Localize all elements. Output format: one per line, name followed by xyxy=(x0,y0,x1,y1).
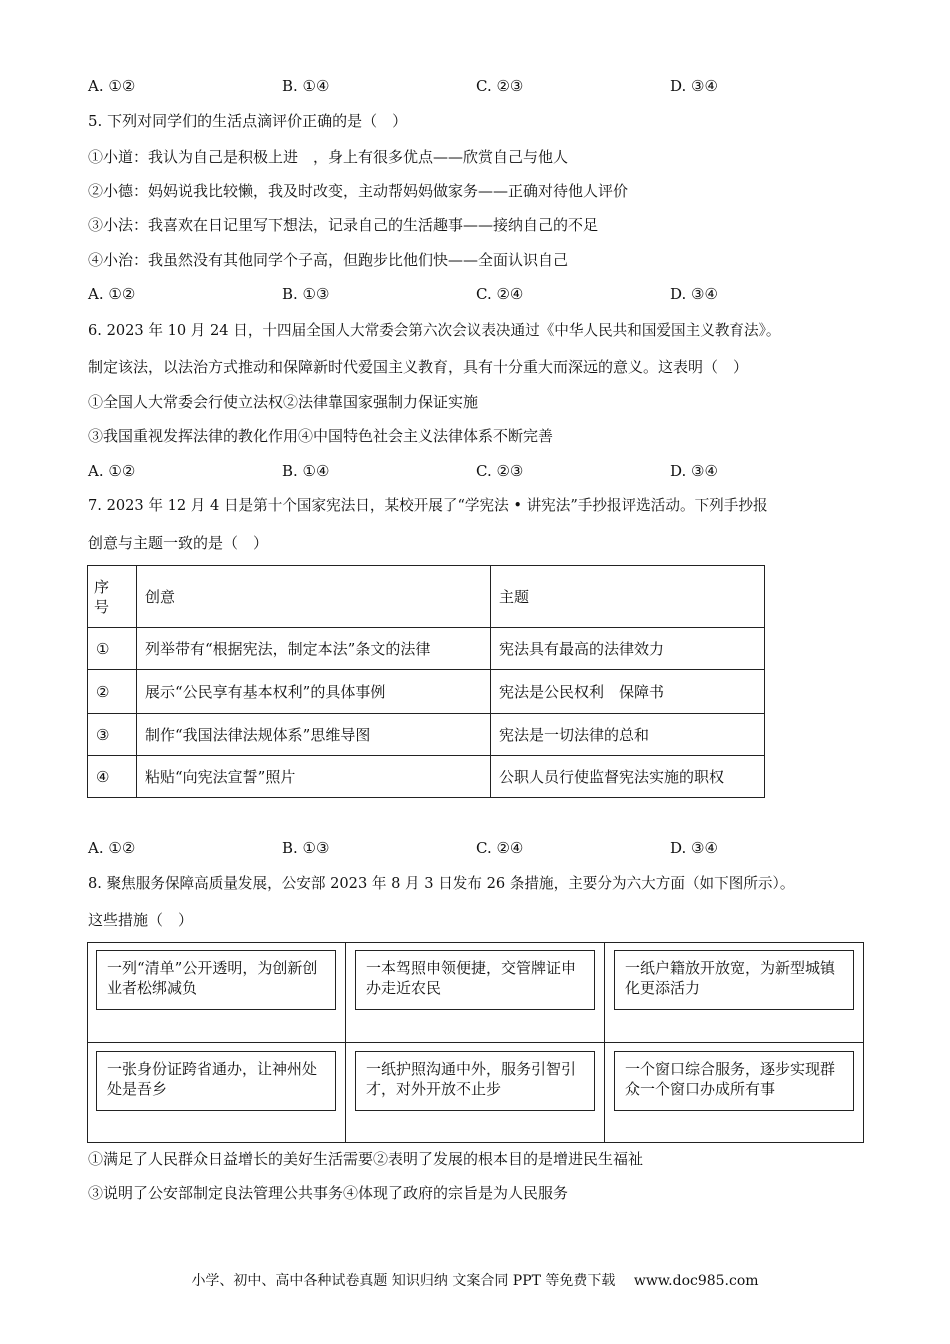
option-b[interactable]: B. ①④ xyxy=(282,462,330,480)
option-b[interactable]: B. ①③ xyxy=(282,839,330,857)
q5-item-2: ②小德：妈妈说我比较懒，我及时改变，主动帮妈妈做家务——正确对待他人评价 xyxy=(88,182,629,200)
row-index: ④ xyxy=(88,756,137,798)
q8-stem-line2: 这些措施（ ） xyxy=(88,911,194,929)
grid-divider xyxy=(88,1042,863,1043)
q5-options xyxy=(88,284,888,304)
option-b[interactable]: B. ①④ xyxy=(282,77,330,95)
q7-options xyxy=(88,838,888,858)
table-header-row xyxy=(88,566,765,628)
row-idea: 制作“我国法律法规体系”思维导图 xyxy=(137,714,491,756)
option-d[interactable]: D. ③④ xyxy=(670,77,718,95)
page-footer: 小学、初中、高中各种试卷真题 知识归纳 文案合同 PPT 等免费下载 www.doc985.com xyxy=(191,1273,759,1289)
option-b[interactable]: B. ①③ xyxy=(282,285,330,303)
q6-stem-line1: 6. 2023 年 10 月 24 日，十四届全国人大常委会第六次会议表决通过《中华人民共和国爱国主义教育法》。 xyxy=(88,322,781,339)
header-idea: 创意 xyxy=(137,566,491,628)
option-d[interactable]: D. ③④ xyxy=(670,285,718,303)
option-a[interactable]: A. ①② xyxy=(88,839,136,857)
q8-item-2: ③说明了公安部制定良法管理公共事务④体现了政府的宗旨是为人民服务 xyxy=(88,1184,569,1202)
measure-box: 一列“清单”公开透明，为创新创业者松绑减负 xyxy=(96,950,336,1010)
q7-stem-line1: 7. 2023 年 12 月 4 日是第十个国家宪法日，某校开展了“学宪法 • 讲宪法”手抄报评选活动。下列手抄报 xyxy=(88,497,768,514)
q8-measures-diagram xyxy=(87,942,864,1143)
row-theme: 宪法具有最高的法律效力 xyxy=(491,628,765,670)
header-index: 序号 xyxy=(88,566,137,628)
row-index: ② xyxy=(88,670,137,714)
measure-box: 一本驾照申领便捷，交管牌证申办走近农民 xyxy=(355,950,595,1010)
q7-stem-line2: 创意与主题一致的是（ ） xyxy=(88,534,269,552)
option-c[interactable]: C. ②③ xyxy=(476,77,524,95)
option-d[interactable]: D. ③④ xyxy=(670,462,718,480)
row-idea: 列举带有“根据宪法，制定本法”条文的法律 xyxy=(137,628,491,670)
q5-item-1: ①小道：我认为自己是积极上进 ，身上有很多优点——欣赏自己与他人 xyxy=(88,148,569,166)
row-theme: 宪法是公民权利 保障书 xyxy=(491,670,765,714)
q6-item-1: ①全国人大常委会行使立法权②法律靠国家强制力保证实施 xyxy=(88,393,479,411)
measure-box: 一个窗口综合服务，逐步实现群众一个窗口办成所有事 xyxy=(614,1051,854,1111)
measure-box: 一纸护照沟通中外，服务引智引才，对外开放不止步 xyxy=(355,1051,595,1111)
row-index: ① xyxy=(88,628,137,670)
option-a[interactable]: A. ①② xyxy=(88,77,136,95)
option-a[interactable]: A. ①② xyxy=(88,285,136,303)
measure-box: 一张身份证跨省通办，让神州处处是吾乡 xyxy=(96,1051,336,1111)
q6-options xyxy=(88,461,888,481)
option-a[interactable]: A. ①② xyxy=(88,462,136,480)
measure-box: 一纸户籍放开放宽，为新型城镇化更添活力 xyxy=(614,950,854,1010)
q6-item-2: ③我国重视发挥法律的教化作用④中国特色社会主义法律体系不断完善 xyxy=(88,427,554,445)
q5-stem: 5. 下列对同学们的生活点滴评价正确的是（ ） xyxy=(88,112,408,130)
q7-table xyxy=(87,565,765,798)
q8-stem-line1: 8. 聚焦服务保障高质量发展，公安部 2023 年 8 月 3 日发布 26 条措施，主要分为六大方面（如下图所示）。 xyxy=(88,875,795,892)
option-c[interactable]: C. ②④ xyxy=(476,285,524,303)
row-theme: 公职人员行使监督宪法实施的职权 xyxy=(491,756,765,798)
q4-options xyxy=(88,76,888,96)
q8-item-1: ①满足了人民群众日益增长的美好生活需要②表明了发展的根本目的是增进民生福祉 xyxy=(88,1150,644,1168)
q6-stem-line2: 制定该法，以法治方式推动和保障新时代爱国主义教育，具有十分重大而深远的意义。这表明（ ） xyxy=(88,358,749,376)
option-c[interactable]: C. ②④ xyxy=(476,839,524,857)
table-row xyxy=(88,670,765,714)
row-theme: 宪法是一切法律的总和 xyxy=(491,714,765,756)
q5-item-3: ③小法：我喜欢在日记里写下想法，记录自己的生活趣事——接纳自己的不足 xyxy=(88,216,599,234)
row-idea: 展示“公民享有基本权利”的具体事例 xyxy=(137,670,491,714)
row-index: ③ xyxy=(88,714,137,756)
header-theme: 主题 xyxy=(491,566,765,628)
q5-item-4: ④小治：我虽然没有其他同学个子高，但跑步比他们快——全面认识自己 xyxy=(88,251,569,269)
option-c[interactable]: C. ②③ xyxy=(476,462,524,480)
row-idea: 粘贴“向宪法宣誓”照片 xyxy=(137,756,491,798)
option-d[interactable]: D. ③④ xyxy=(670,839,718,857)
table-row xyxy=(88,628,765,670)
table-row xyxy=(88,756,765,798)
table-row xyxy=(88,714,765,756)
